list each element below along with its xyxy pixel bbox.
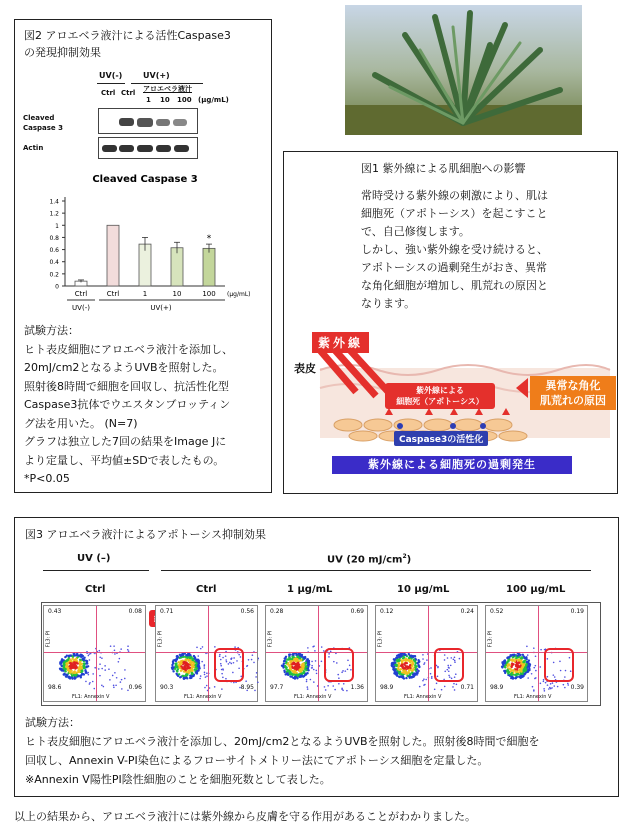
gate-line	[318, 606, 319, 701]
band	[102, 145, 117, 152]
blot-uv-plus: UV(+)	[143, 71, 170, 80]
fig3-col-label: 10 μg/mL	[397, 584, 450, 595]
quadrant-lower-left: 97.7	[270, 684, 284, 691]
gate-line	[428, 606, 429, 701]
apoptosis-label: 紫外線による 細胞死（アポトーシス）	[385, 383, 495, 409]
quadrant-lower-left: 98.9	[490, 684, 504, 691]
blot-lane-ctrl: Ctrl	[101, 89, 116, 97]
flow-plot	[155, 605, 258, 702]
band	[156, 145, 171, 152]
conclusion: 以上の結果から、アロエベラ液汁には紫外線から皮膚を守る作用があることがわかりました。	[14, 810, 476, 823]
blot-aloe-label: アロエベラ液汁	[143, 85, 192, 93]
fig3-col-label: Ctrl	[85, 584, 106, 595]
axis-x-label: FL1: Annexin V	[184, 694, 222, 700]
quadrant-upper-right: 0.19	[570, 608, 584, 615]
fig1-panel	[283, 151, 618, 494]
quadrant-lower-right: 8.95	[240, 684, 254, 691]
y-tick-label: 0.6	[49, 247, 59, 255]
quadrant-upper-right: 0.69	[350, 608, 364, 615]
fig3-col-label: 100 μg/mL	[506, 584, 566, 595]
flow-plot	[43, 605, 146, 702]
quadrant-upper-right: 0.24	[460, 608, 474, 615]
axis-x-label: FL1: Annexin V	[404, 694, 442, 700]
blot-conc-10: 10	[160, 96, 170, 104]
fig3-divider	[43, 570, 149, 571]
fig3-uv-plus: UV (20 $mJ/cm^2$)	[327, 553, 412, 566]
skin-label: 表皮	[294, 362, 316, 375]
uv-label: 紫外線	[312, 332, 369, 353]
apoptosis-gate-highlight	[214, 648, 244, 682]
x-tick-label: Ctrl	[74, 290, 88, 298]
quadrant-lower-left: 98.9	[380, 684, 394, 691]
y-tick-label: 1.4	[49, 198, 59, 206]
fig2-title: 図2 アロエベラ液汁による活性Caspase3 の発現抑制効果	[24, 29, 231, 59]
quadrant-lower-left: 90.3	[160, 684, 174, 691]
axis-x-label: FL1: Annexin V	[72, 694, 110, 700]
fig3-divider	[161, 570, 591, 571]
quadrant-lower-left: 98.6	[48, 684, 62, 691]
x-tick-label: 10	[172, 290, 182, 298]
group-label: UV(-)	[72, 304, 90, 312]
fig2-panel	[14, 19, 272, 493]
group-label: UV(+)	[150, 304, 172, 312]
blot-divider	[97, 83, 125, 84]
quadrant-upper-right: 0.08	[128, 608, 142, 615]
fig3-uv-minus: UV (–)	[77, 553, 111, 564]
caspase-label: Caspase3の活性化	[394, 431, 488, 446]
fig3-method: 試験方法： ヒト表皮細胞にアロエベラ液汁を添加し、20mJ/cm2となるようUVBを照射した。照射後8時間で細胞を 回収し、Annexin V-PI染色によるフローサイトメトリー法にてアポトーシス細胞を定量した。 ※Annexin V陽性PI陰性細胞のことを細胞死数として表した。	[25, 716, 540, 786]
y-tick-label: 1	[55, 222, 59, 230]
band	[156, 119, 170, 126]
band	[137, 118, 153, 127]
quadrant-upper-left: 0.71	[160, 608, 174, 615]
gate-line	[44, 652, 145, 653]
apoptosis-gate-highlight	[324, 648, 354, 682]
abnormal-label: 異常な角化 肌荒れの原因	[530, 376, 616, 410]
band	[119, 145, 134, 152]
axis-y-label: FL3: PI	[377, 630, 384, 648]
y-tick-label: 0.4	[49, 259, 59, 267]
bar	[203, 248, 215, 286]
blot-lane-ctrl: Ctrl	[121, 89, 136, 97]
quadrant-lower-right: 0.39	[570, 684, 584, 691]
flow-plot	[375, 605, 478, 702]
fig3-col-label: Ctrl	[196, 584, 217, 595]
quadrant-lower-right: 1.36	[350, 684, 364, 691]
y-tick-label: 0.2	[49, 271, 59, 279]
flow-plot	[265, 605, 368, 702]
fig2-method: 試験方法： ヒト表皮細胞にアロエベラ液汁を添加し、 20mJ/cm2となるようUVBを照射した。 照射後8時間で細胞を回収し、抗活性化型 Caspase3抗体でウエスタンブロッティン グ法を用いた。 (N=7) グラフは独立した7回の結果をImage Jに より定量し、平均値±SDで表したもの。 *P<0.05	[24, 324, 233, 485]
fig3-title: 図3 アロエベラ液汁によるアポトーシス抑制効果	[25, 528, 266, 541]
axis-x-label: FL1: Annexin V	[514, 694, 552, 700]
quadrant-upper-left: 0.28	[270, 608, 284, 615]
y-tick-label: 1.2	[49, 210, 59, 218]
blot-actin-strip	[98, 137, 198, 159]
axis-y-label: FL3: PI	[45, 630, 52, 648]
fig1-body: 常時受ける紫外線の刺激により、肌は 細胞死（アポトーシス）を起こすこと で、自己修復します。 しかし、強い紫外線を受け続けると、 アポトーシスの過剰発生がおき、異常 な角化細胞が増加し、肌荒れの原因と なります。	[361, 189, 548, 310]
bar	[171, 248, 183, 286]
fig3-col-label: 1 μg/mL	[287, 584, 333, 595]
axis-x-label: FL1: Annexin V	[294, 694, 332, 700]
significance-mark: *	[206, 234, 212, 245]
apoptosis-gate-highlight	[434, 648, 464, 682]
blot-uv-minus: UV(-)	[99, 71, 123, 80]
caspase-bar-chart	[15, 166, 271, 331]
skin-illustration	[288, 330, 616, 480]
gate-line	[538, 606, 539, 701]
chart-title: Cleaved Caspase 3	[92, 174, 198, 185]
apoptosis-gate-highlight	[544, 648, 574, 682]
blot-row-cleaved: Cleaved Caspase 3	[23, 114, 63, 132]
gate-line	[96, 606, 97, 701]
band	[174, 145, 189, 152]
blot-conc-100: 100	[177, 96, 192, 104]
band	[173, 119, 187, 126]
quadrant-upper-left: 0.43	[48, 608, 62, 615]
y-tick-label: 0.8	[49, 234, 59, 242]
aloe-photo	[345, 5, 582, 135]
bar	[107, 225, 119, 286]
quadrant-upper-right: 0.56	[240, 608, 254, 615]
x-tick-label: 100	[202, 290, 216, 298]
quadrant-lower-right: 0.71	[460, 684, 474, 691]
gate-line	[208, 606, 209, 701]
blot-cleaved-strip	[98, 108, 198, 134]
flow-plot	[485, 605, 588, 702]
axis-y-label: FL3: PI	[267, 630, 274, 648]
y-tick-label: 0	[55, 283, 59, 291]
axis-y-label: FL3: PI	[487, 630, 494, 648]
quadrant-upper-left: 0.12	[380, 608, 394, 615]
band	[137, 145, 153, 152]
fig1-title: 図1 紫外線による肌細胞への影響	[361, 162, 526, 175]
quadrant-lower-right: 0.96	[128, 684, 142, 691]
band	[119, 118, 134, 126]
unit-label: (μg/mL)	[227, 291, 251, 298]
axis-y-label: FL3: PI	[157, 630, 164, 648]
x-tick-label: Ctrl	[106, 290, 120, 298]
bottom-banner: 紫外線による細胞死の過剰発生	[332, 456, 572, 474]
blot-conc-1: 1	[146, 96, 151, 104]
blot-unit: (μg/mL)	[198, 96, 229, 104]
fig3-panel	[14, 517, 619, 797]
blot-row-actin: Actin	[23, 144, 44, 152]
quadrant-upper-left: 0.52	[490, 608, 504, 615]
x-tick-label: 1	[142, 290, 148, 298]
